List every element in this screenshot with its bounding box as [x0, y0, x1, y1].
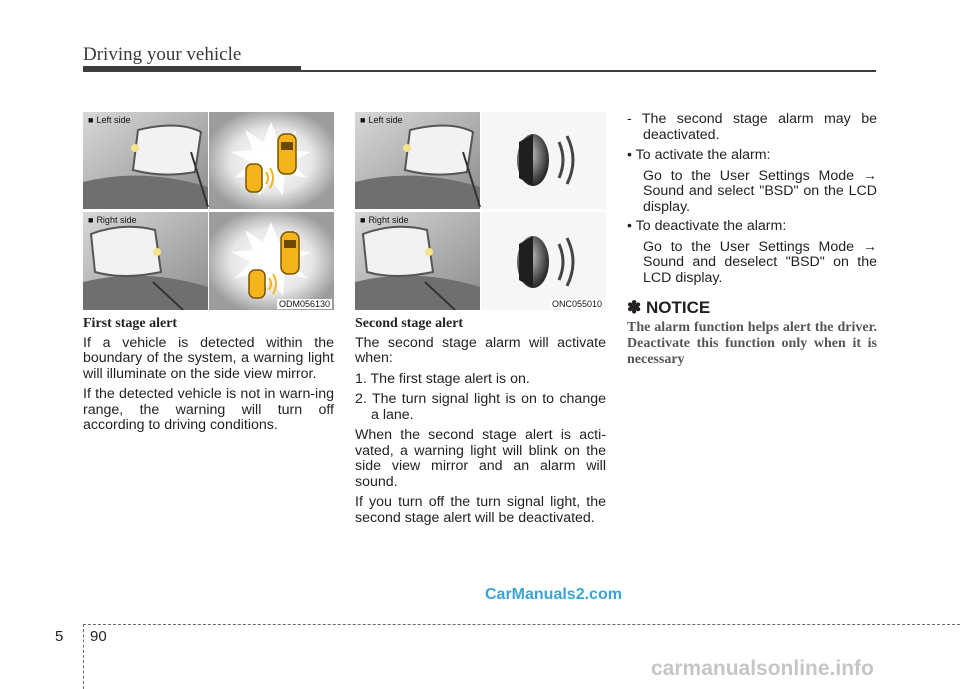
- activate-alarm-bullet: • To activate the alarm:: [627, 147, 771, 163]
- second-stage-paragraph-1: The second stage alarm will activate when:: [355, 334, 606, 366]
- chapter-number: 5: [55, 628, 64, 645]
- header-bar: [83, 66, 301, 72]
- second-stage-condition-2: 2. The turn signal light is on to change a lane.: [355, 391, 606, 423]
- page-number: 90: [90, 628, 107, 645]
- watermark-carmanuals2[interactable]: CarManuals2.com: [485, 586, 622, 603]
- footer-rule: [83, 624, 960, 625]
- second-stage-section: [355, 316, 606, 531]
- second-stage-heading: Second stage alert: [355, 316, 464, 331]
- alarm-deactivated-note: - The second stage alarm may be deactivated.: [627, 111, 877, 143]
- first-stage-paragraph-2: If the detected vehicle is not in warn-ing range, the warning will turn off according to driving conditions.: [83, 386, 334, 433]
- figure-label-right-side: ■ Right side: [360, 215, 409, 225]
- activate-alarm-steps: Go to the User Settings Mode → Sound and select "BSD" on the LCD display.: [643, 167, 877, 215]
- figure-label-right-side: ■ Right side: [88, 215, 137, 225]
- second-stage-paragraph-2: When the second stage alert is acti-vated, a warning light will blink on the side view mirror and an alarm will sound.: [355, 427, 606, 490]
- figure-second-stage-illustration: [355, 112, 606, 310]
- first-stage-heading: First stage alert: [83, 316, 178, 331]
- footer-divider: [83, 624, 84, 689]
- figure-first-stage-illustration: [83, 112, 334, 310]
- alarm-settings-section: [627, 112, 877, 368]
- notice-text: The alarm function helps alert the driver. Deactivate this function only when it is necessary: [627, 319, 877, 367]
- figure-label-left-side: ■ Left side: [88, 115, 131, 125]
- figure-first-stage: [83, 112, 334, 310]
- figure-code: ODM056130: [278, 299, 330, 309]
- figure-code: ONC055010: [551, 299, 602, 309]
- deactivate-alarm-bullet: • To deactivate the alarm:: [627, 218, 787, 234]
- watermark-carmanualsonline: carmanualsonline.info: [651, 657, 874, 680]
- header-rule: [301, 70, 876, 72]
- figure-label-left-side: ■ Left side: [360, 115, 403, 125]
- notice-heading: ✽ NOTICE: [627, 298, 711, 317]
- second-stage-condition-1: 1. The first stage alert is on.: [355, 370, 530, 387]
- second-stage-paragraph-3: If you turn off the turn signal light, the second stage alert will be deactivated.: [355, 494, 606, 526]
- deactivate-alarm-steps: Go to the User Settings Mode → Sound and deselect "BSD" on the LCD display.: [643, 238, 877, 286]
- figure-second-stage: [355, 112, 606, 310]
- first-stage-section: [83, 316, 334, 439]
- first-stage-paragraph-1: If a vehicle is detected within the boundary of the system, a warning light will illuminate on the side view mirror.: [83, 334, 334, 382]
- page-header-title: Driving your vehicle: [83, 44, 242, 65]
